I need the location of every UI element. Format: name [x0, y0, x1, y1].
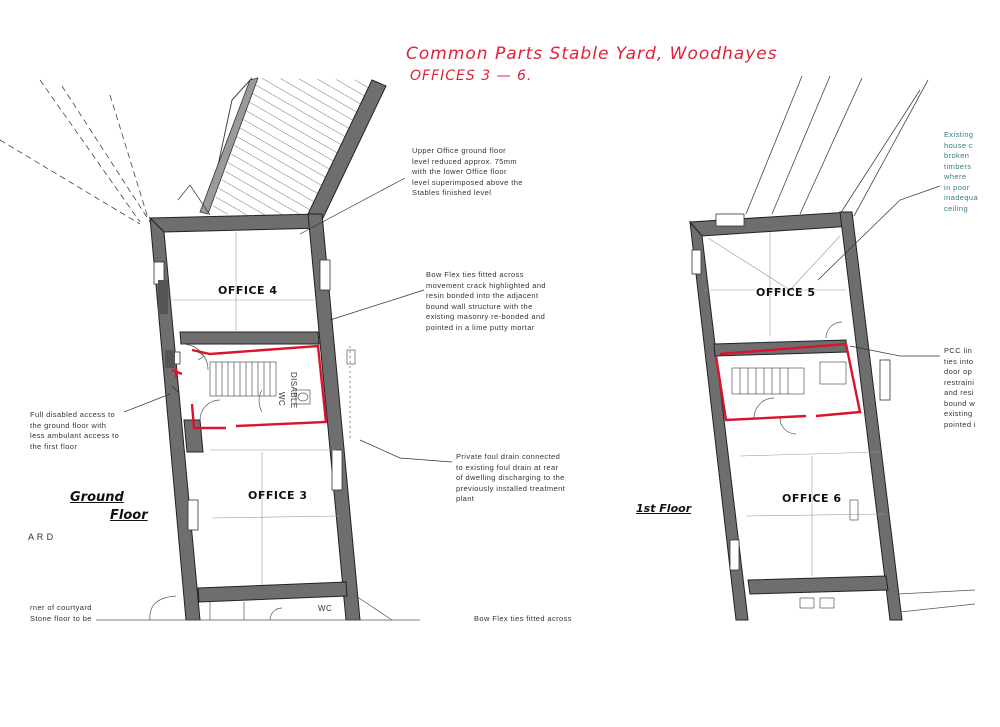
drawing-title-line2: OFFICES 3 — 6. — [410, 68, 533, 84]
floor-label-ground-line1: Ground — [70, 490, 124, 505]
annotation-yard: A R D — [28, 532, 54, 542]
room-label-disabled: DISABLE — [289, 372, 298, 409]
drawing-title-line1: Common Parts Stable Yard, Woodhayes — [406, 44, 778, 64]
annotation-pcc: PCC lin ties into door op restraini and resi bound w existing pointed i — [944, 346, 976, 429]
room-label-office5: OFFICE 5 — [756, 286, 816, 299]
room-label-wc: WC — [318, 604, 333, 613]
red-markup-ground — [172, 346, 326, 428]
floor-label-ground-line2: Floor — [110, 508, 148, 523]
annotation-bow-flex: Bow Flex ties fitted across movement crack highlighted and resin bonded into the adjacent bound wall structure with the existing masonry re-bonded and pointed in a lime putty mortar — [426, 270, 546, 332]
annotation-disabled-access: Full disabled access to the ground floor with less ambulant access to the first floor — [30, 410, 120, 451]
annotation-right-existing: Existing house c broken timbers where in poor inadequa ceiling — [944, 130, 979, 213]
annotation-foul-drain: Private foul drain connected to existing foul drain at rear of dwelling discharging to the previously installed treatment plant — [456, 452, 566, 503]
annotation-upper-office: Upper Office ground floor level reduced approx. 75mm with the lower Office floor level superimposed above the Stables finished level — [412, 146, 523, 197]
annotation-courtyard: rner of courtyard Stone floor to be — [30, 603, 92, 623]
room-label-wc-small: WC — [277, 392, 286, 407]
annotation-bow-flex-bottom: Bow Flex ties fitted across — [474, 614, 572, 623]
floor-label-first: 1st Floor — [636, 502, 692, 515]
room-label-office3: OFFICE 3 — [248, 489, 308, 502]
room-label-office6: OFFICE 6 — [782, 492, 842, 505]
room-label-office4: OFFICE 4 — [218, 284, 278, 297]
